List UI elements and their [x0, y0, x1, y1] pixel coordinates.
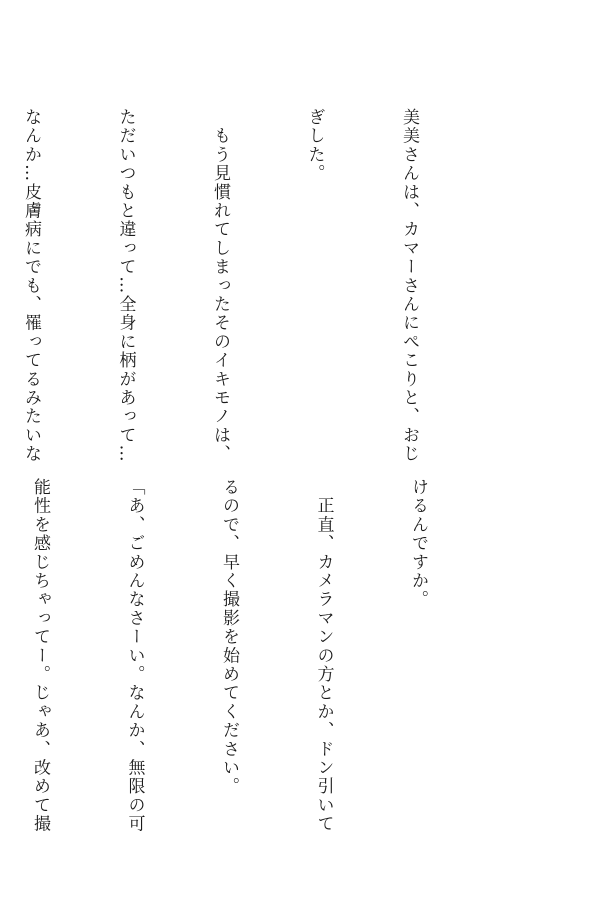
- text-line: 美美さんは、カマーさんにぺこりと、おじ: [399, 108, 419, 464]
- text-line: けるんですか。: [408, 478, 428, 609]
- text-line: 正直、カメラマンの方とか、ドン引いて: [313, 478, 334, 834]
- text-line: ぎした。: [304, 108, 325, 183]
- lower-text-block: [0, 478, 496, 834]
- text-line: るので、早く撮影を始めてください。: [219, 478, 239, 796]
- upper-text-block: [0, 108, 487, 488]
- text-line: もう見慣れてしまったそのイキモノは、: [210, 108, 230, 464]
- text-line: 能性を感じちゃってー。じゃあ、改めて撮: [30, 478, 50, 834]
- text-line: なんか…皮膚病にでも、罹ってるみたいな: [21, 108, 41, 464]
- text-line: 「あ、ごめんなさーい。なんか、無限の可: [124, 478, 145, 834]
- text-line: ただいつもと違って…全身に柄があって…: [115, 108, 136, 464]
